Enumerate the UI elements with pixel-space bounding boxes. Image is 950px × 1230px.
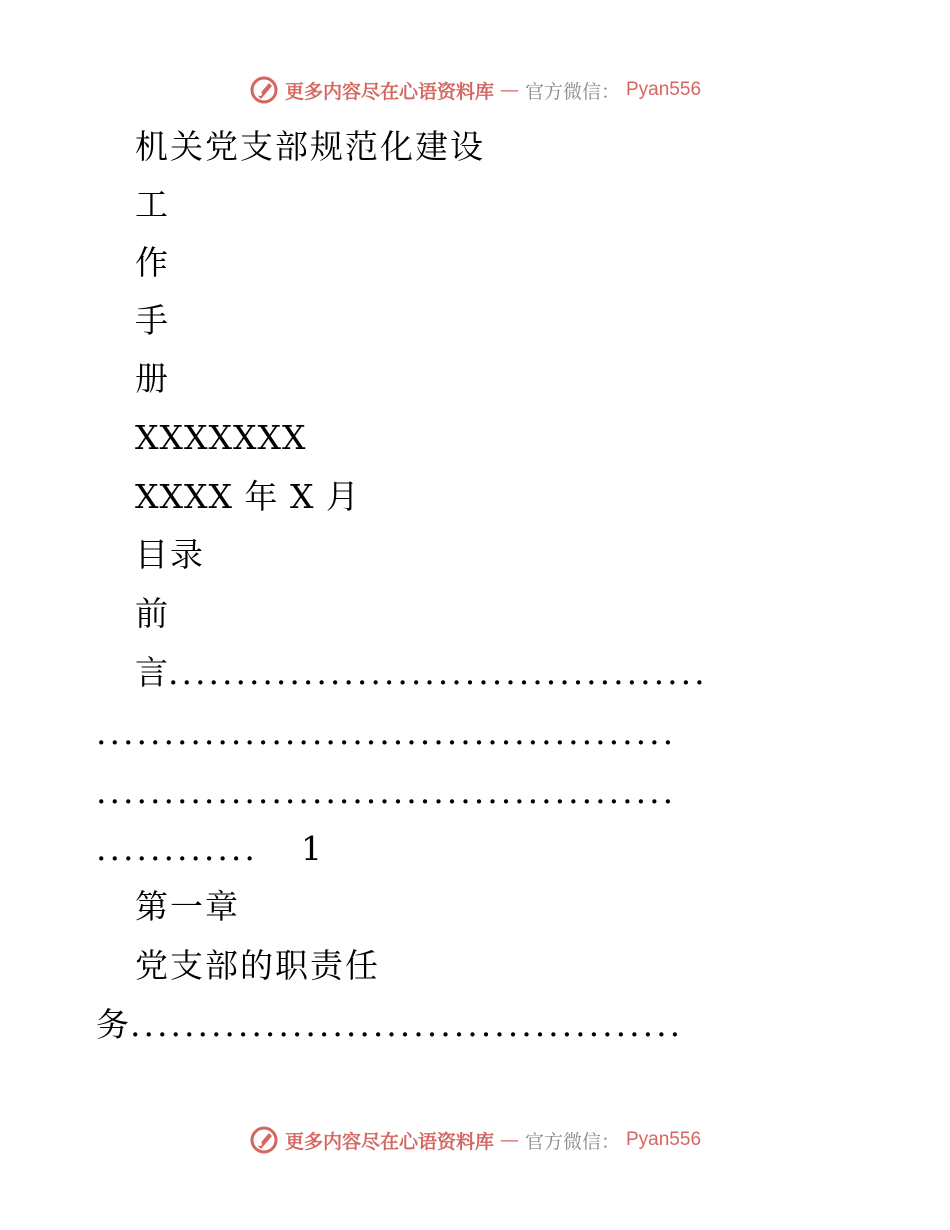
watermark-wechat-label: 官方微信： <box>524 1130 620 1153</box>
title-char-1: 工 <box>135 185 170 224</box>
toc-preface-part1: 前 <box>135 594 170 633</box>
watermark-brand: 更多内容尽在心语资料库 <box>284 1130 494 1153</box>
toc-leader-dots: ......................................... <box>130 1005 684 1044</box>
toc-leader-dots: ........................................... <box>96 772 677 811</box>
toc-chapter1-title: 党支部的职责任 <box>135 946 380 985</box>
toc-preface-part2: 言 <box>135 653 170 692</box>
watermark-wechat-label: 官方微信： <box>524 80 620 103</box>
toc-preface-page-number: 1 <box>301 829 324 868</box>
document-date: XXXX 年 X 月 <box>135 477 360 516</box>
title-char-2: 作 <box>135 243 170 282</box>
title-char-4: 册 <box>135 359 170 398</box>
toc-leader-dots: ........................................ <box>168 653 708 692</box>
pen-seal-icon <box>249 1125 279 1155</box>
toc-chapter1-label: 第一章 <box>135 887 240 926</box>
watermark-wechat-id: Pyan556 <box>626 1129 702 1150</box>
toc-chapter1-title-end: 务 <box>96 1005 131 1044</box>
toc-leader-dots: ........................................... <box>96 713 677 752</box>
toc-leader-dots: ............ <box>96 829 258 868</box>
organization-name: XXXXXXX <box>135 418 307 457</box>
toc-heading: 目录 <box>135 535 205 574</box>
footer-watermark <box>0 1120 950 1160</box>
watermark-brand: 更多内容尽在心语资料库 <box>284 80 494 103</box>
watermark-wechat-id: Pyan556 <box>626 79 702 100</box>
watermark-dash: — <box>499 79 519 101</box>
document-title: 机关党支部规范化建设 <box>135 127 485 166</box>
watermark-dash: — <box>499 1129 519 1151</box>
title-char-3: 手 <box>135 301 170 340</box>
